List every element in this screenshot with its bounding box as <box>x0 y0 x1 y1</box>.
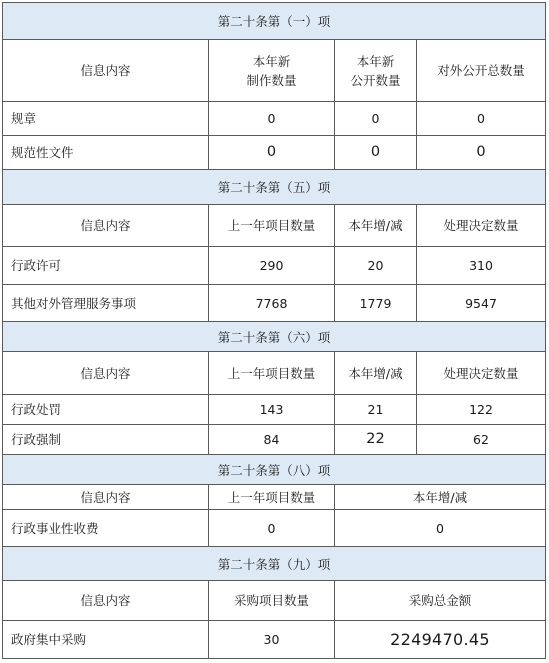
table-cell: 84 <box>209 425 335 455</box>
column-header: 本年增/减 <box>335 352 417 395</box>
table-header-row <box>2 40 546 102</box>
table-cell: 9547 <box>417 285 546 322</box>
column-header: 信息内容 <box>2 352 209 395</box>
column-header: 本年新 制作数量 <box>209 40 335 102</box>
table-cell: 0 <box>209 510 335 547</box>
column-header: 本年增/减 <box>335 485 546 510</box>
table-row <box>2 621 546 659</box>
table-header-row <box>2 352 546 395</box>
table-cell: 62 <box>417 425 546 455</box>
table-cell: 0 <box>335 102 417 136</box>
table-cell: 21 <box>335 395 417 425</box>
table-cell: 122 <box>417 395 546 425</box>
section-title-bar <box>2 547 546 581</box>
row-label: 政府集中采购 <box>2 621 209 659</box>
table-row <box>2 136 546 170</box>
column-header: 上一年项目数量 <box>209 205 335 247</box>
section-title-bar <box>2 2 546 40</box>
table-row <box>2 247 546 285</box>
row-label: 规范性文件 <box>2 136 209 170</box>
row-label: 行政许可 <box>2 247 209 285</box>
table-cell: 20 <box>335 247 417 285</box>
table-cell: 0 <box>335 136 417 170</box>
table-cell: 7768 <box>209 285 335 322</box>
table-cell: 143 <box>209 395 335 425</box>
column-header: 处理决定数量 <box>417 352 546 395</box>
row-label: 行政事业性收费 <box>2 510 209 547</box>
table-cell: 0 <box>209 102 335 136</box>
column-header: 采购总金额 <box>335 581 546 621</box>
row-label: 规章 <box>2 102 209 136</box>
disclosure-table <box>2 2 546 659</box>
table-header-row <box>2 581 546 621</box>
section-title: 第二十条第（一）项 <box>217 14 331 29</box>
table-row <box>2 510 546 547</box>
table-cell: 0 <box>335 510 546 547</box>
section-title-bar <box>2 455 546 485</box>
table-cell: 310 <box>417 247 546 285</box>
table-header-row <box>2 205 546 247</box>
column-header: 采购项目数量 <box>209 581 335 621</box>
table-row <box>2 102 546 136</box>
table-row <box>2 395 546 425</box>
table-cell: 1779 <box>335 285 417 322</box>
row-label: 行政处罚 <box>2 395 209 425</box>
table-cell: 2249470.45 <box>335 621 546 659</box>
column-header: 本年增/减 <box>335 205 417 247</box>
column-header: 对外公开总数量 <box>417 40 546 102</box>
column-header: 信息内容 <box>2 40 209 102</box>
row-label: 行政强制 <box>2 425 209 455</box>
table-cell: 22 <box>335 425 417 455</box>
column-header: 信息内容 <box>2 485 209 510</box>
column-header: 信息内容 <box>2 205 209 247</box>
section-title-bar <box>2 170 546 205</box>
column-header: 上一年项目数量 <box>209 485 335 510</box>
table-cell: 0 <box>417 136 546 170</box>
column-header: 本年新 公开数量 <box>335 40 417 102</box>
table-row <box>2 425 546 455</box>
table-row <box>2 285 546 322</box>
table-cell: 0 <box>417 102 546 136</box>
section-title: 第二十条第（六）项 <box>217 329 331 345</box>
section-title: 第二十条第（八）项 <box>217 462 331 478</box>
column-header: 处理决定数量 <box>417 205 546 247</box>
table-cell: 30 <box>209 621 335 659</box>
table-header-row <box>2 485 546 510</box>
table-cell: 0 <box>209 136 335 170</box>
section-title-bar <box>2 322 546 352</box>
section-title: 第二十条第（九）项 <box>217 556 331 572</box>
row-label: 其他对外管理服务事项 <box>2 285 209 322</box>
column-header: 上一年项目数量 <box>209 352 335 395</box>
table-cell: 290 <box>209 247 335 285</box>
column-header: 信息内容 <box>2 581 209 621</box>
section-title: 第二十条第（五）项 <box>217 180 331 195</box>
